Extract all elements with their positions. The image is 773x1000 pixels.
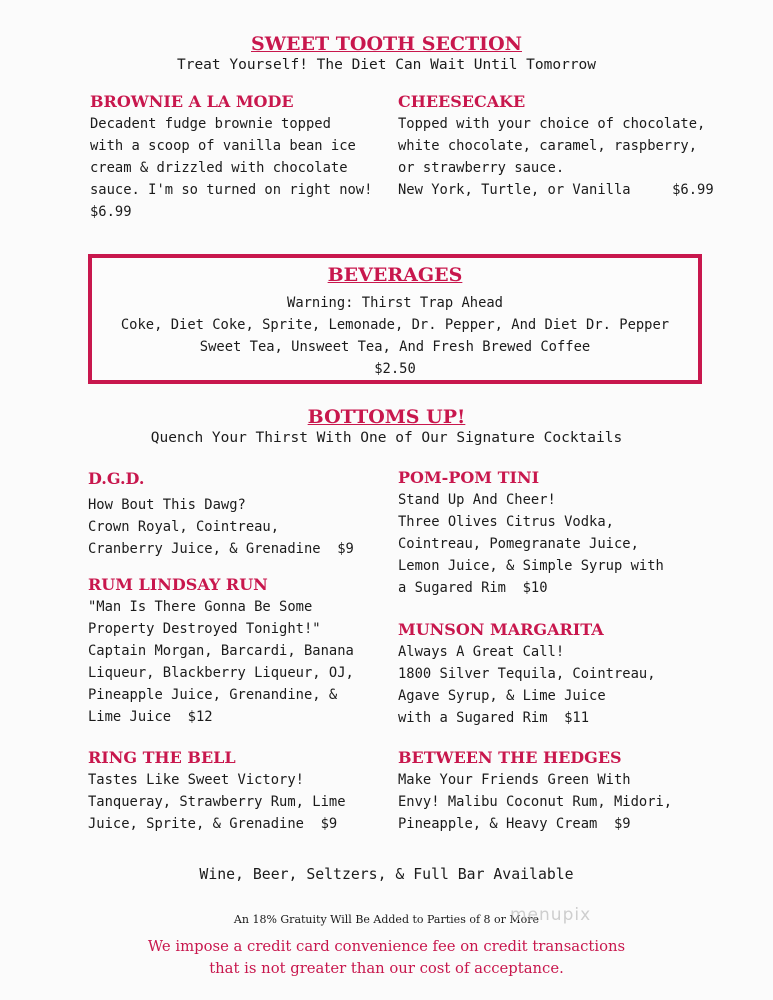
menupix-watermark: menupix xyxy=(510,905,592,925)
item-line: "Man Is There Gonna Be Some xyxy=(88,599,313,615)
item-line: Stand Up And Cheer! xyxy=(398,492,556,508)
item-line: Topped with your choice of chocolate, xyxy=(398,116,706,132)
beverages-box xyxy=(88,254,702,384)
menu-item-cheesecake xyxy=(398,91,728,201)
item-name: CHEESECAKE xyxy=(398,92,526,111)
item-line: Tastes Like Sweet Victory! xyxy=(88,772,304,788)
item-line: Captain Morgan, Barcardi, Banana xyxy=(88,643,354,659)
beverages-line: Warning: Thirst Trap Ahead xyxy=(287,295,503,311)
item-name: BETWEEN THE HEDGES xyxy=(398,748,622,767)
item-name: MUNSON MARGARITA xyxy=(398,620,604,639)
bottoms-up-subtitle: Quench Your Thirst With One of Our Signature Cocktails xyxy=(150,430,623,446)
item-line: Pineapple Juice, Grenandine, & xyxy=(88,687,338,703)
item-line: a Sugared Rim $10 xyxy=(398,580,548,596)
item-line: cream & drizzled with chocolate xyxy=(90,160,348,176)
item-line: Crown Royal, Cointreau, xyxy=(88,519,280,535)
item-line: Lime Juice $12 xyxy=(88,709,213,725)
item-line: Always A Great Call! xyxy=(398,644,565,660)
item-line: Agave Syrup, & Lime Juice xyxy=(398,688,606,704)
beverages-price: $2.50 xyxy=(374,361,416,377)
menu-item-brownie xyxy=(90,91,390,223)
item-line: Tanqueray, Strawberry Rum, Lime xyxy=(88,794,346,810)
item-line: white chocolate, caramel, raspberry, xyxy=(398,138,698,154)
menu-item-dgd xyxy=(88,468,418,560)
item-price: $6.99 xyxy=(90,204,132,220)
item-name: POM-POM TINI xyxy=(398,468,540,487)
item-name: D.G.D. xyxy=(88,469,145,488)
item-line: with a scoop of vanilla bean ice xyxy=(90,138,356,154)
item-name: BROWNIE A LA MODE xyxy=(90,92,294,111)
beverages-line: Coke, Diet Coke, Sprite, Lemonade, Dr. Pepper, And Diet Dr. Pepper xyxy=(120,317,670,333)
item-line: 1800 Silver Tequila, Cointreau, xyxy=(398,666,656,682)
sweet-tooth-title: SWEET TOOTH SECTION xyxy=(251,33,522,55)
bottoms-up-title: BOTTOMS UP! xyxy=(307,406,466,428)
item-name: RUM LINDSAY RUN xyxy=(88,575,268,594)
item-line: Liqueur, Blackberry Liqueur, OJ, xyxy=(88,665,354,681)
item-line: sauce. I'm so turned on right now! xyxy=(90,182,373,198)
item-line: Pineapple, & Heavy Cream $9 xyxy=(398,816,631,832)
item-line: How Bout This Dawg? xyxy=(88,497,246,513)
menu-item-between-the-hedges xyxy=(398,747,728,835)
menu-item-munson-margarita xyxy=(398,619,728,729)
sweet-tooth-subtitle: Treat Yourself! The Diet Can Wait Until Tomorrow xyxy=(176,57,597,73)
menu-item-pom-pom-tini xyxy=(398,467,728,599)
beverages-line: Sweet Tea, Unsweet Tea, And Fresh Brewed Coffee xyxy=(199,339,591,355)
menu-item-ring-the-bell xyxy=(88,747,418,835)
item-line: Property Destroyed Tonight!" xyxy=(88,621,321,637)
item-line: Cointreau, Pomegranate Juice, xyxy=(398,536,639,552)
item-line: Envy! Malibu Coconut Rum, Midori, xyxy=(398,794,673,810)
item-line: or strawberry sauce. xyxy=(398,160,565,176)
item-name: RING THE BELL xyxy=(88,748,236,767)
bar-note: Wine, Beer, Seltzers, & Full Bar Available xyxy=(199,866,574,883)
beverages-title: BEVERAGES xyxy=(327,264,463,286)
item-line: Juice, Sprite, & Grenadine $9 xyxy=(88,816,338,832)
item-line: Cranberry Juice, & Grenadine $9 xyxy=(88,541,354,557)
item-line: Lemon Juice, & Simple Syrup with xyxy=(398,558,664,574)
menu-item-rum-lindsay-run xyxy=(88,574,418,728)
fee-notice-line-2: that is not greater than our cost of acceptance. xyxy=(209,960,564,977)
item-line: New York, Turtle, or Vanilla $6.99 xyxy=(398,182,714,198)
gratuity-note: An 18% Gratuity Will Be Added to Parties of 8 or More xyxy=(233,913,540,926)
item-line: Make Your Friends Green With xyxy=(398,772,631,788)
item-line: Three Olives Citrus Vodka, xyxy=(398,514,614,530)
fee-notice-line-1: We impose a credit card convenience fee on credit transactions xyxy=(147,938,626,955)
item-line: Decadent fudge brownie topped xyxy=(90,116,331,132)
item-line: with a Sugared Rim $11 xyxy=(398,710,590,726)
